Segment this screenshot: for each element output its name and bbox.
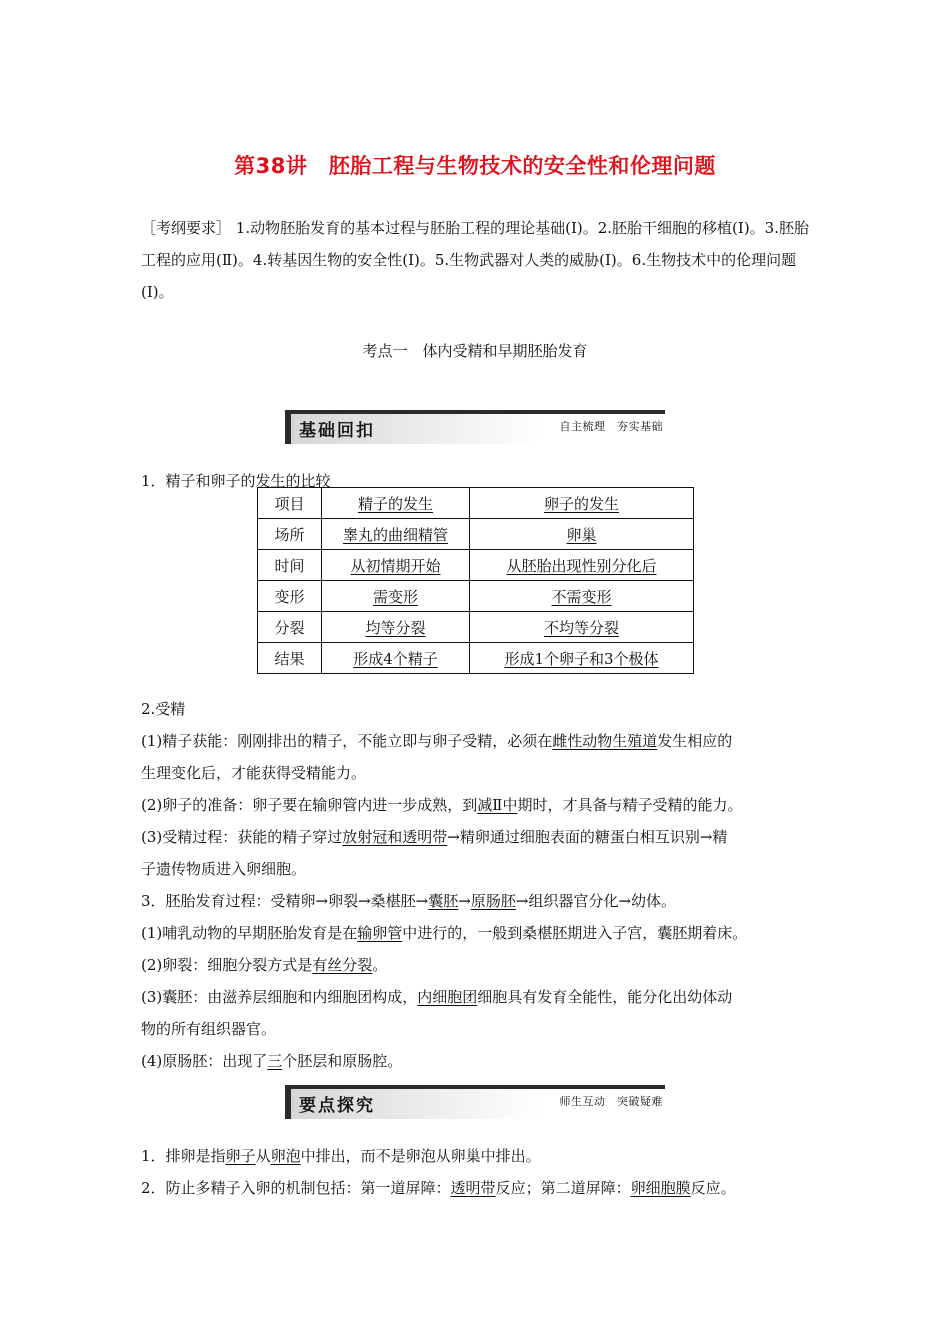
banner-basics — [285, 410, 665, 444]
banner-key-points — [285, 1085, 665, 1119]
banner-basics-tag: 自主梳理 夯实基础 — [559, 420, 663, 433]
table-cell: 不需变形 — [470, 581, 694, 612]
table-row — [258, 519, 694, 550]
q3-p1: (1)哺乳动物的早期胚胎发育是在输卵管中进行的，一般到桑椹胚期进入子宫，囊胚期着床。 — [141, 924, 748, 942]
table-cell: 均等分裂 — [322, 612, 470, 643]
requirements-text: 1.动物胚胎发育的基本过程与胚胎工程的理论基础(Ⅰ)。2.胚胎干细胞的移植(Ⅰ)。3.胚胎工程的应用(Ⅱ)。4.转基因生物的安全性(Ⅰ)。5.生物武器对人类的威胁(Ⅰ)。6.生物技术中的伦理问题(Ⅰ)。 — [141, 219, 809, 301]
table-header-cell: 卵子的发生 — [470, 488, 694, 519]
table-row — [258, 581, 694, 612]
comparison-table — [257, 487, 694, 674]
q3-p2: (2)卵裂：细胞分裂方式是有丝分裂。 — [141, 956, 388, 974]
page-title: 第38讲 胚胎工程与生物技术的安全性和伦理问题 — [234, 154, 716, 178]
table-row — [258, 643, 694, 674]
table-header-cell: 精子的发生 — [322, 488, 470, 519]
table-cell: 从初情期开始 — [322, 550, 470, 581]
q1-title: 1．精子和卵子的发生的比较 — [141, 472, 331, 490]
point-1: 1．排卵是指卵子从卵泡中排出，而不是卵泡从卵巢中排出。 — [141, 1147, 541, 1165]
q3-p4: (4)原肠胚：出现了三个胚层和原肠腔。 — [141, 1052, 403, 1070]
table-cell: 时间 — [258, 550, 322, 581]
table-cell: 结果 — [258, 643, 322, 674]
table-row — [258, 612, 694, 643]
q2-p2: (2)卵子的准备：卵子要在输卵管内进一步成熟，到减Ⅱ中期时，才具备与精子受精的能力。 — [141, 796, 743, 814]
q2-p3-line2: 子遗传物质进入卵细胞。 — [141, 860, 307, 878]
table-cell: 形成1个卵子和3个极体 — [470, 643, 694, 674]
table-cell: 不均等分裂 — [470, 612, 694, 643]
exam-requirements — [141, 212, 816, 308]
table-cell: 形成4个精子 — [322, 643, 470, 674]
q2-p1-line2: 生理变化后，才能获得受精能力。 — [141, 764, 367, 782]
table-cell: 变形 — [258, 581, 322, 612]
q3-p3-line1: (3)囊胚：由滋养层细胞和内细胞团构成，内细胞团细胞具有发育全能性，能分化出幼体动 — [141, 988, 733, 1006]
q2-p3-line1: (3)受精过程：获能的精子穿过放射冠和透明带→精卵通过细胞表面的糖蛋白相互识别→精 — [141, 828, 728, 846]
requirements-label: ［考纲要求］ — [141, 219, 232, 237]
q2-p1-line1: (1)精子获能：刚刚排出的精子，不能立即与卵子受精，必须在雌性动物生殖道发生相应的 — [141, 732, 733, 750]
q2-title: 2.受精 — [141, 700, 186, 718]
table-header-cell: 项目 — [258, 488, 322, 519]
table-row — [258, 550, 694, 581]
banner-key-points-tag: 师生互动 突破疑难 — [559, 1095, 663, 1108]
q3-title: 3．胚胎发育过程：受精卵→卵裂→桑椹胚→囊胚→原肠胚→组织器官分化→幼体。 — [141, 892, 677, 910]
table-cell: 睾丸的曲细精管 — [322, 519, 470, 550]
table-cell: 分裂 — [258, 612, 322, 643]
table-cell: 场所 — [258, 519, 322, 550]
table-cell: 从胚胎出现性别分化后 — [470, 550, 694, 581]
table-cell: 需变形 — [322, 581, 470, 612]
banner-basics-label: 基础回扣 — [299, 421, 375, 441]
q3-p3-line2: 物的所有组织器官。 — [141, 1020, 277, 1038]
section-title: 考点一 体内受精和早期胚胎发育 — [362, 342, 588, 360]
point-2: 2．防止多精子入卵的机制包括：第一道屏障：透明带反应；第二道屏障：卵细胞膜反应。 — [141, 1179, 736, 1197]
table-header-row — [258, 488, 694, 519]
table-cell: 卵巢 — [470, 519, 694, 550]
banner-key-points-label: 要点探究 — [299, 1096, 375, 1116]
